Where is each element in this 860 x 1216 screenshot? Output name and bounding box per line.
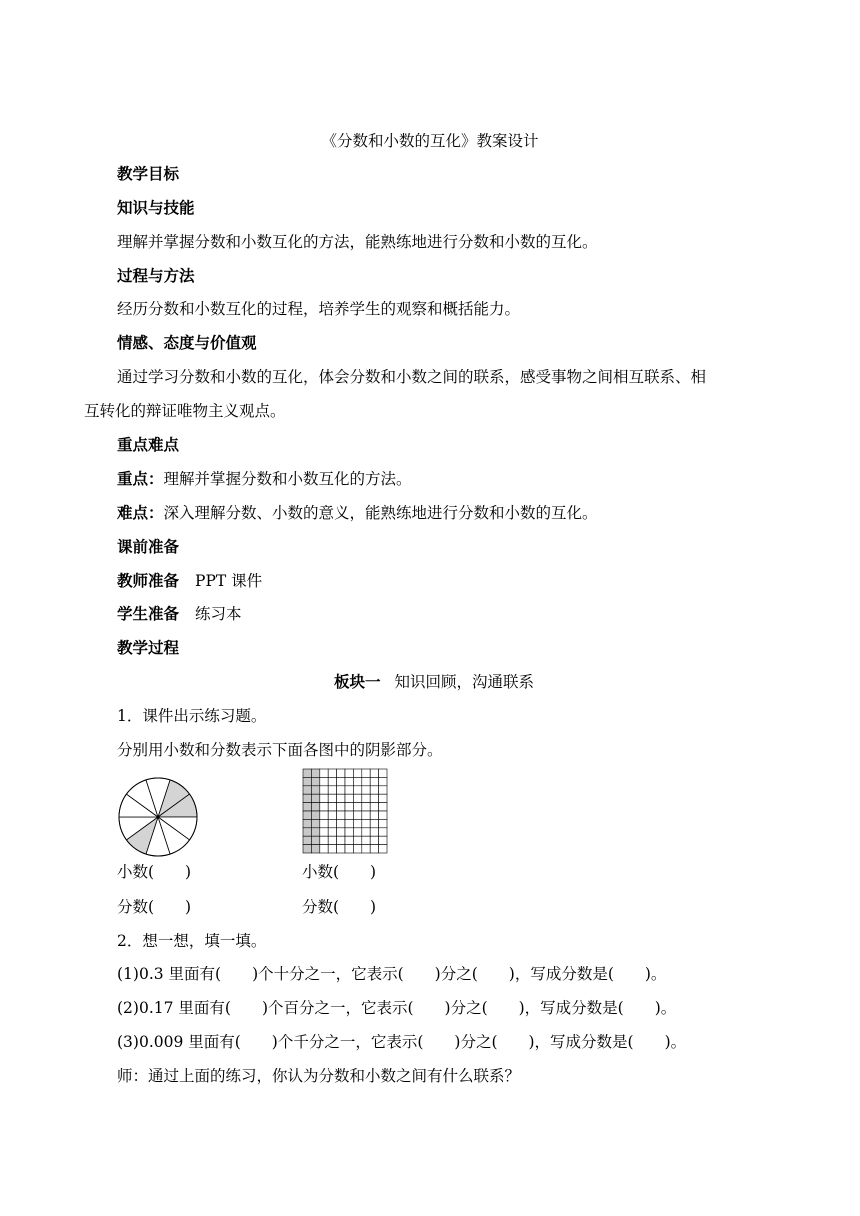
grid-cell	[362, 811, 370, 819]
grid-cell	[379, 794, 387, 802]
process-text: 经历分数和小数互化的过程，培养学生的观察和概括能力。	[117, 300, 521, 318]
grid-cell	[362, 819, 370, 827]
grid-cell	[328, 777, 336, 785]
grid-cell	[320, 786, 328, 794]
grid-cell	[328, 828, 336, 836]
grid-cell	[370, 819, 378, 827]
grid-cell	[328, 803, 336, 811]
grid-cell	[328, 811, 336, 819]
shaded-circle-figure	[117, 776, 199, 858]
teacher-prep-label: 教师准备	[117, 572, 180, 590]
grid-cell	[320, 819, 328, 827]
grid-cell	[362, 794, 370, 802]
grid-cell	[320, 845, 328, 853]
process-heading: 过程与方法	[117, 267, 195, 285]
right-figure-fraction: 分数( )	[302, 898, 377, 916]
prep-heading: 课前准备	[117, 538, 180, 556]
grid-cell	[320, 794, 328, 802]
grid-cell	[370, 811, 378, 819]
teacher-prep	[117, 571, 262, 591]
grid-cell	[345, 794, 353, 802]
key-label: 重点：	[117, 470, 164, 488]
student-prep	[117, 604, 242, 624]
grid-cell	[311, 836, 319, 844]
grid-cell	[379, 836, 387, 844]
grid-cell	[320, 836, 328, 844]
grid-cell	[311, 845, 319, 853]
grid-cell	[370, 845, 378, 853]
grid-cell	[353, 786, 361, 794]
grid-cell	[311, 777, 319, 785]
grid-cell	[370, 786, 378, 794]
emotion-heading: 情感、态度与价值观	[117, 334, 257, 352]
grid-cell	[379, 769, 387, 777]
teacher-question: 师：通过上面的练习，你认为分数和小数之间有什么联系？	[117, 1067, 521, 1085]
grid-cell	[379, 811, 387, 819]
grid-cell	[303, 803, 311, 811]
grid-cell	[353, 836, 361, 844]
grid-cell	[345, 811, 353, 819]
grid-cell	[303, 769, 311, 777]
grid-cell	[353, 811, 361, 819]
grid-cell	[328, 836, 336, 844]
grid-cell	[311, 794, 319, 802]
key-text: 理解并掌握分数和小数互化的方法。	[163, 470, 412, 488]
grid-cell	[345, 803, 353, 811]
difficult-text: 深入理解分数、小数的意义，能熟练地进行分数和小数的互化。	[163, 504, 598, 522]
grid-cell	[370, 803, 378, 811]
grid-cell	[337, 836, 345, 844]
grid-cell	[353, 777, 361, 785]
block-label: 板块一	[334, 673, 381, 691]
grid-cell	[337, 769, 345, 777]
grid-cell	[328, 819, 336, 827]
grid-cell	[303, 828, 311, 836]
grid-cell	[337, 777, 345, 785]
grid-cell	[311, 769, 319, 777]
grid-cell	[362, 803, 370, 811]
grid-cell	[311, 811, 319, 819]
grid-cell	[353, 769, 361, 777]
grid-cell	[303, 836, 311, 844]
left-figure-fraction: 分数( )	[117, 898, 192, 916]
grid-cell	[345, 777, 353, 785]
knowledge-heading: 知识与技能	[117, 199, 195, 217]
block-one-heading	[334, 672, 534, 692]
grid-cell	[362, 845, 370, 853]
grid-cell	[362, 836, 370, 844]
grid-cell	[345, 819, 353, 827]
question-3: (3)0.009 里面有( )个千分之一，它表示( )分之( )，写成分数是( )。	[117, 1033, 687, 1051]
right-figure-decimal: 小数( )	[302, 863, 377, 881]
key-difficult-heading: 重点难点	[117, 436, 180, 454]
grid-cell	[320, 828, 328, 836]
hundred-grid-figure	[302, 768, 388, 854]
grid-cell	[328, 794, 336, 802]
grid-cell	[362, 828, 370, 836]
grid-cell	[303, 811, 311, 819]
grid-cell	[328, 769, 336, 777]
grid-cell	[328, 845, 336, 853]
grid-cell	[353, 828, 361, 836]
grid-cell	[303, 819, 311, 827]
grid-cell	[345, 845, 353, 853]
grid-cell	[370, 777, 378, 785]
grid-cell	[353, 794, 361, 802]
grid-cell	[362, 769, 370, 777]
grid-cell	[345, 836, 353, 844]
difficult-point	[117, 503, 598, 523]
objectives-heading: 教学目标	[117, 165, 180, 183]
grid-cell	[379, 777, 387, 785]
grid-cell	[337, 803, 345, 811]
item-1: 1．课件出示练习题。	[117, 707, 267, 725]
grid-cell	[311, 828, 319, 836]
grid-cell	[370, 794, 378, 802]
grid-cell	[345, 769, 353, 777]
grid-cell	[345, 786, 353, 794]
grid-cell	[311, 803, 319, 811]
teacher-prep-text: PPT 课件	[195, 572, 263, 590]
grid-cell	[311, 819, 319, 827]
grid-cell	[303, 786, 311, 794]
grid-cell	[320, 803, 328, 811]
grid-cell	[311, 786, 319, 794]
grid-cell	[303, 794, 311, 802]
grid-cell	[370, 769, 378, 777]
question-1: (1)0.3 里面有( )个十分之一，它表示( )分之( )，写成分数是( )。	[117, 965, 667, 983]
grid-cell	[370, 828, 378, 836]
grid-cell	[320, 811, 328, 819]
grid-cell	[353, 845, 361, 853]
emotion-text-line1: 通过学习分数和小数的互化，体会分数和小数之间的联系，感受事物之间相互联系、相	[117, 368, 707, 386]
grid-cell	[320, 769, 328, 777]
left-figure-decimal: 小数( )	[117, 863, 192, 881]
item-2: 2．想一想，填一填。	[117, 932, 267, 950]
grid-cell	[353, 819, 361, 827]
grid-cell	[320, 777, 328, 785]
grid-cell	[345, 828, 353, 836]
grid-cell	[337, 794, 345, 802]
item-1-description: 分别用小数和分数表示下面各图中的阴影部分。	[117, 741, 443, 759]
grid-cell	[337, 845, 345, 853]
grid-cell	[337, 811, 345, 819]
grid-cell	[379, 819, 387, 827]
grid-cell	[370, 836, 378, 844]
grid-cell	[362, 786, 370, 794]
block-text: 知识回顾，沟通联系	[394, 673, 535, 691]
grid-cell	[337, 819, 345, 827]
grid-cell	[379, 803, 387, 811]
emotion-text-line2: 互转化的辩证唯物主义观点。	[84, 402, 286, 420]
difficult-label: 难点：	[117, 504, 164, 522]
grid-cell	[353, 803, 361, 811]
grid-cell	[337, 828, 345, 836]
grid-cell	[379, 786, 387, 794]
grid-cell	[379, 828, 387, 836]
student-prep-label: 学生准备	[117, 605, 180, 623]
student-prep-text: 练习本	[195, 605, 242, 623]
grid-cell	[303, 777, 311, 785]
teaching-process-heading: 教学过程	[117, 639, 180, 657]
grid-cell	[362, 777, 370, 785]
grid-cell	[303, 845, 311, 853]
grid-cell	[328, 786, 336, 794]
knowledge-text: 理解并掌握分数和小数互化的方法，能熟练地进行分数和小数的互化。	[117, 233, 598, 251]
grid-cell	[337, 786, 345, 794]
document-title: 《分数和小数的互化》教案设计	[321, 132, 539, 150]
question-2: (2)0.17 里面有( )个百分之一，它表示( )分之( )，写成分数是( )。	[117, 999, 677, 1017]
key-point	[117, 469, 412, 489]
grid-cell	[379, 845, 387, 853]
